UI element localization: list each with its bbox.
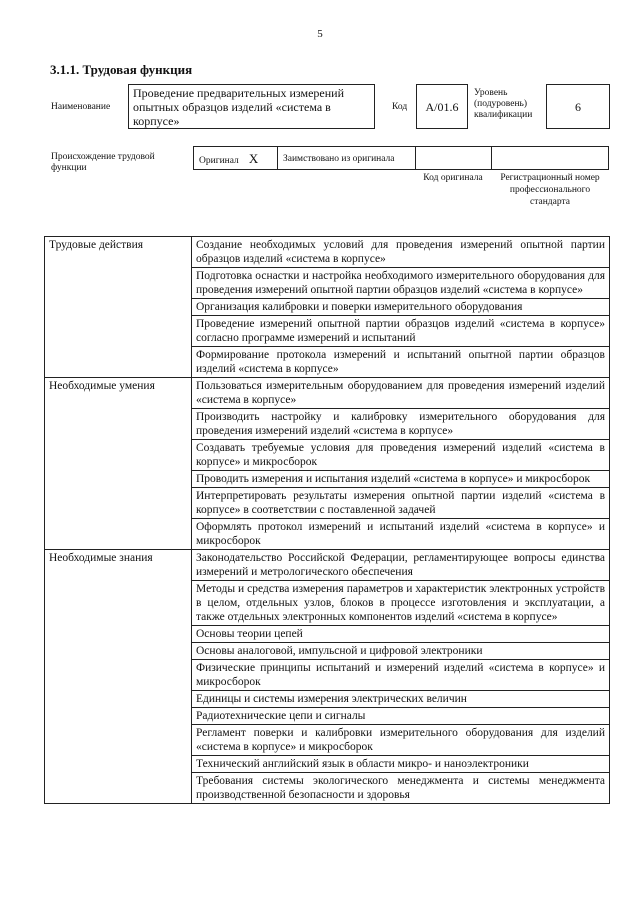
code-label: Код xyxy=(392,102,408,112)
category-cell xyxy=(45,691,192,708)
table-row xyxy=(45,643,610,660)
table-row xyxy=(45,316,610,347)
category-cell xyxy=(45,409,192,440)
category-cell xyxy=(45,581,192,626)
category-cell xyxy=(45,626,192,643)
category-cell xyxy=(45,316,192,347)
item-text: Создавать требуемые условия для проведения измерений изделий «система в корпусе» и микросборок xyxy=(192,440,610,471)
table-row xyxy=(45,550,610,581)
item-text: Оформлять протокол измерений и испытаний изделий «система в корпусе» и микросборок xyxy=(192,519,610,550)
category-cell xyxy=(45,299,192,316)
table-row xyxy=(45,660,610,691)
table-row xyxy=(45,708,610,725)
origin-original-mark: X xyxy=(248,151,259,166)
item-text: Проведение измерений опытной партии образцов изделий «система в корпусе» согласно программе измерений и испытаний xyxy=(192,316,610,347)
category-cell xyxy=(45,440,192,471)
origin-original-label: Оригинал xyxy=(199,156,239,166)
table-row xyxy=(45,409,610,440)
table-row xyxy=(45,237,610,268)
category-cell xyxy=(45,268,192,299)
item-text: Радиотехнические цепи и сигналы xyxy=(192,708,610,725)
category-label: Необходимые знания xyxy=(45,550,192,581)
table-row xyxy=(45,488,610,519)
name-label: Наименование xyxy=(51,102,111,112)
category-cell xyxy=(45,519,192,550)
item-text: Интерпретировать результаты измерения опытной партии изделий «система в корпусе» в соответствии с поставленной задачей xyxy=(192,488,610,519)
item-text: Создание необходимых условий для проведения измерений опытной партии образцов изделий «система в корпусе» xyxy=(192,237,610,268)
table-row xyxy=(45,691,610,708)
origin-row xyxy=(193,146,609,170)
category-cell xyxy=(45,725,192,756)
table-row xyxy=(45,725,610,756)
item-text: Законодательство Российской Федерации, регламентирующее вопросы единства измерений и метрологического обеспечения xyxy=(192,550,610,581)
category-cell xyxy=(45,471,192,488)
function-name-field: Проведение предварительных измерений опытных образцов изделий «система в корпусе» xyxy=(128,84,375,129)
function-details-table xyxy=(44,236,610,804)
item-text: Организация калибровки и поверки измерительного оборудования xyxy=(192,299,610,316)
table-row xyxy=(45,378,610,409)
origin-label: Происхождение трудовой функции xyxy=(51,152,155,173)
item-text: Производить настройку и калибровку измерительного оборудования для проведения измерений изделий «система в корпусе» xyxy=(192,409,610,440)
function-code-field: А/01.6 xyxy=(416,84,468,129)
origin-code-cell xyxy=(416,147,492,169)
qualification-level-field: 6 xyxy=(546,84,610,129)
table-row xyxy=(45,519,610,550)
item-text: Физические принципы испытаний и измерений изделий «система в корпусе» и микросборок xyxy=(192,660,610,691)
table-row xyxy=(45,773,610,804)
category-label: Трудовые действия xyxy=(45,237,192,268)
item-text: Регламент поверки и калибровки измерительного оборудования для изделий «система в корпусе» и микросборок xyxy=(192,725,610,756)
item-text: Требования системы экологического менеджмента и системы менеджмента производственной безопасности и здоровья xyxy=(192,773,610,804)
table-row xyxy=(45,299,610,316)
category-cell xyxy=(45,660,192,691)
table-row xyxy=(45,268,610,299)
page-number: 5 xyxy=(317,28,323,40)
table-row xyxy=(45,581,610,626)
category-cell xyxy=(45,708,192,725)
table-row xyxy=(45,626,610,643)
function-details-body xyxy=(45,237,610,804)
item-text: Формирование протокола измерений и испытаний опытной партии образцов изделий «система в корпусе» xyxy=(192,347,610,378)
item-text: Технический английский язык в области микро- и наноэлектроники xyxy=(192,756,610,773)
item-text: Пользоваться измерительным оборудованием для проведения измерений изделий «система в корпусе» xyxy=(192,378,610,409)
origin-borrowed-cell: Заимствовано из оригинала xyxy=(278,147,416,169)
item-text: Основы аналоговой, импульсной и цифровой электроники xyxy=(192,643,610,660)
origin-original-cell xyxy=(194,147,278,169)
origin-reg-cell xyxy=(492,147,608,169)
table-row xyxy=(45,471,610,488)
category-cell xyxy=(45,643,192,660)
item-text: Подготовка оснастки и настройка необходимого измерительного оборудования для проведения измерений опытной партии образцов изделий «система в корпусе» xyxy=(192,268,610,299)
origin-code-caption: Код оригинала xyxy=(423,173,483,183)
item-text: Проводить измерения и испытания изделий «система в корпусе» и микросборок xyxy=(192,471,610,488)
item-text: Методы и средства измерения параметров и характеристик электронных устройств в целом, отдельных узлов, блоков в процессе изготовления и эксплуатации, а также отдельных электронных компонентов изделий «система в корпусе» xyxy=(192,581,610,626)
section-title: 3.1.1. Трудовая функция xyxy=(50,62,193,77)
category-cell xyxy=(45,347,192,378)
item-text: Основы теории цепей xyxy=(192,626,610,643)
item-text: Единицы и системы измерения электрических величин xyxy=(192,691,610,708)
category-cell xyxy=(45,773,192,804)
origin-reg-caption: Регистрационный номер профессионального стандарта xyxy=(500,173,600,207)
table-row xyxy=(45,440,610,471)
category-cell xyxy=(45,756,192,773)
table-row xyxy=(45,347,610,378)
category-cell xyxy=(45,488,192,519)
qualification-level-label: Уровень (подуровень) квалификации xyxy=(474,88,533,120)
table-row xyxy=(45,756,610,773)
category-label: Необходимые умения xyxy=(45,378,192,409)
